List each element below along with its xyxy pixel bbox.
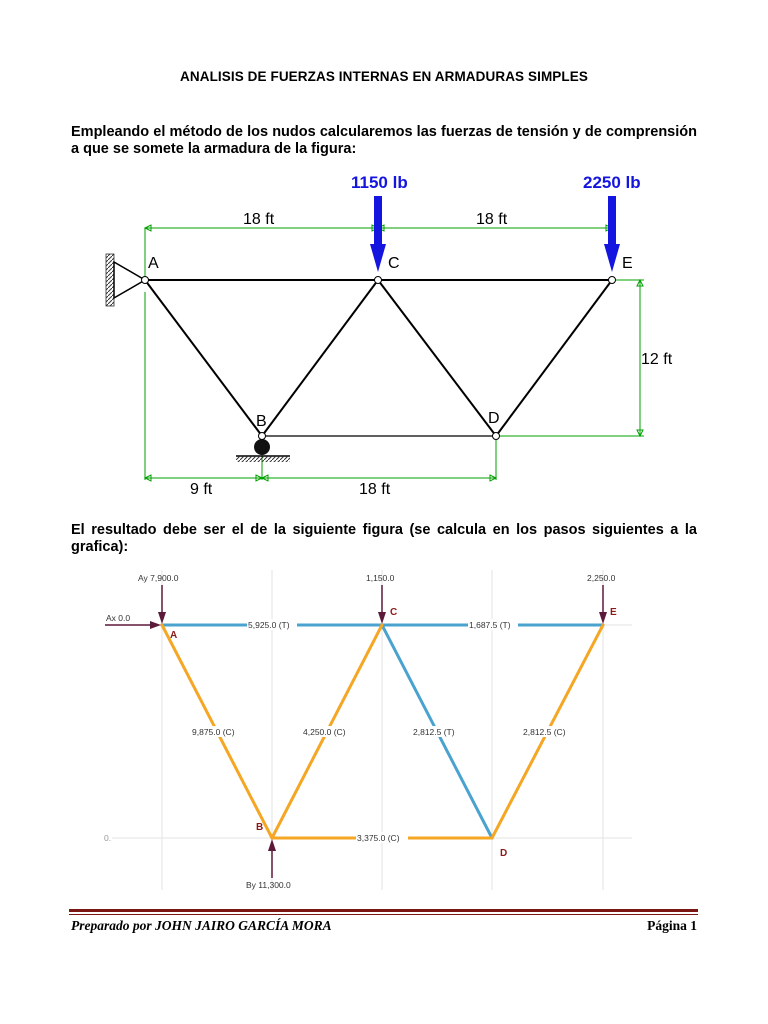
dim-label-ac: 18 ft [243, 211, 275, 228]
result-node-b: B [256, 822, 264, 833]
node-label-d: D [488, 410, 500, 427]
node-label-e: E [622, 255, 633, 272]
load-label-result-e: 2,250.0 [587, 573, 616, 583]
footer-page-number: Página 1 [647, 918, 697, 933]
dim-label-bd: 18 ft [359, 481, 391, 498]
result-node-e: E [610, 607, 617, 618]
force-label-bd: 3,375.0 (C) [357, 833, 400, 843]
reaction-label-by: By 11,300.0 [246, 880, 291, 890]
force-label-cd: 2,812.5 (T) [413, 727, 455, 737]
result-node-d: D [500, 848, 508, 859]
result-paragraph: El resultado debe ser el de la siguiente figura (se calcula en los pasos siguientes a la grafica): [71, 522, 697, 555]
force-label-de: 2,812.5 (C) [523, 727, 566, 737]
document-title: ANALISIS DE FUERZAS INTERNAS EN ARMADURAS SIMPLES [180, 69, 588, 84]
load-label-e: 2250 lb [583, 173, 641, 192]
reaction-label-ay: Ay 7,900.0 [138, 573, 179, 583]
node-label-b: B [256, 413, 267, 430]
force-label-ce: 1,687.5 (T) [469, 620, 511, 630]
dim-label-height: 12 ft [641, 351, 673, 368]
node-label-a: A [148, 255, 159, 272]
force-label-bc: 4,250.0 (C) [303, 727, 346, 737]
intro-paragraph: Empleando el método de los nudos calcularemos las fuerzas de tensión y de comprensión a que se somete la armadura de la figura: [71, 124, 697, 157]
load-label-result-c: 1,150.0 [366, 573, 395, 583]
footer-rule-thin [69, 914, 698, 915]
dim-label-ab: 9 ft [190, 481, 213, 498]
result-node-c: C [390, 607, 398, 618]
reaction-label-ax: Ax 0.0 [106, 613, 131, 623]
axis-zero-label: 0. [104, 833, 112, 843]
dim-label-ce: 18 ft [476, 211, 508, 228]
result-node-a: A [170, 630, 178, 641]
node-label-c: C [388, 255, 400, 272]
load-label-c: 1150 lb [351, 173, 408, 192]
footer-author: Preparado por JOHN JAIRO GARCÍA MORA [71, 918, 332, 933]
footer-rule [69, 909, 698, 912]
force-label-ab: 9,875.0 (C) [192, 727, 235, 737]
force-label-ac: 5,925.0 (T) [248, 620, 290, 630]
